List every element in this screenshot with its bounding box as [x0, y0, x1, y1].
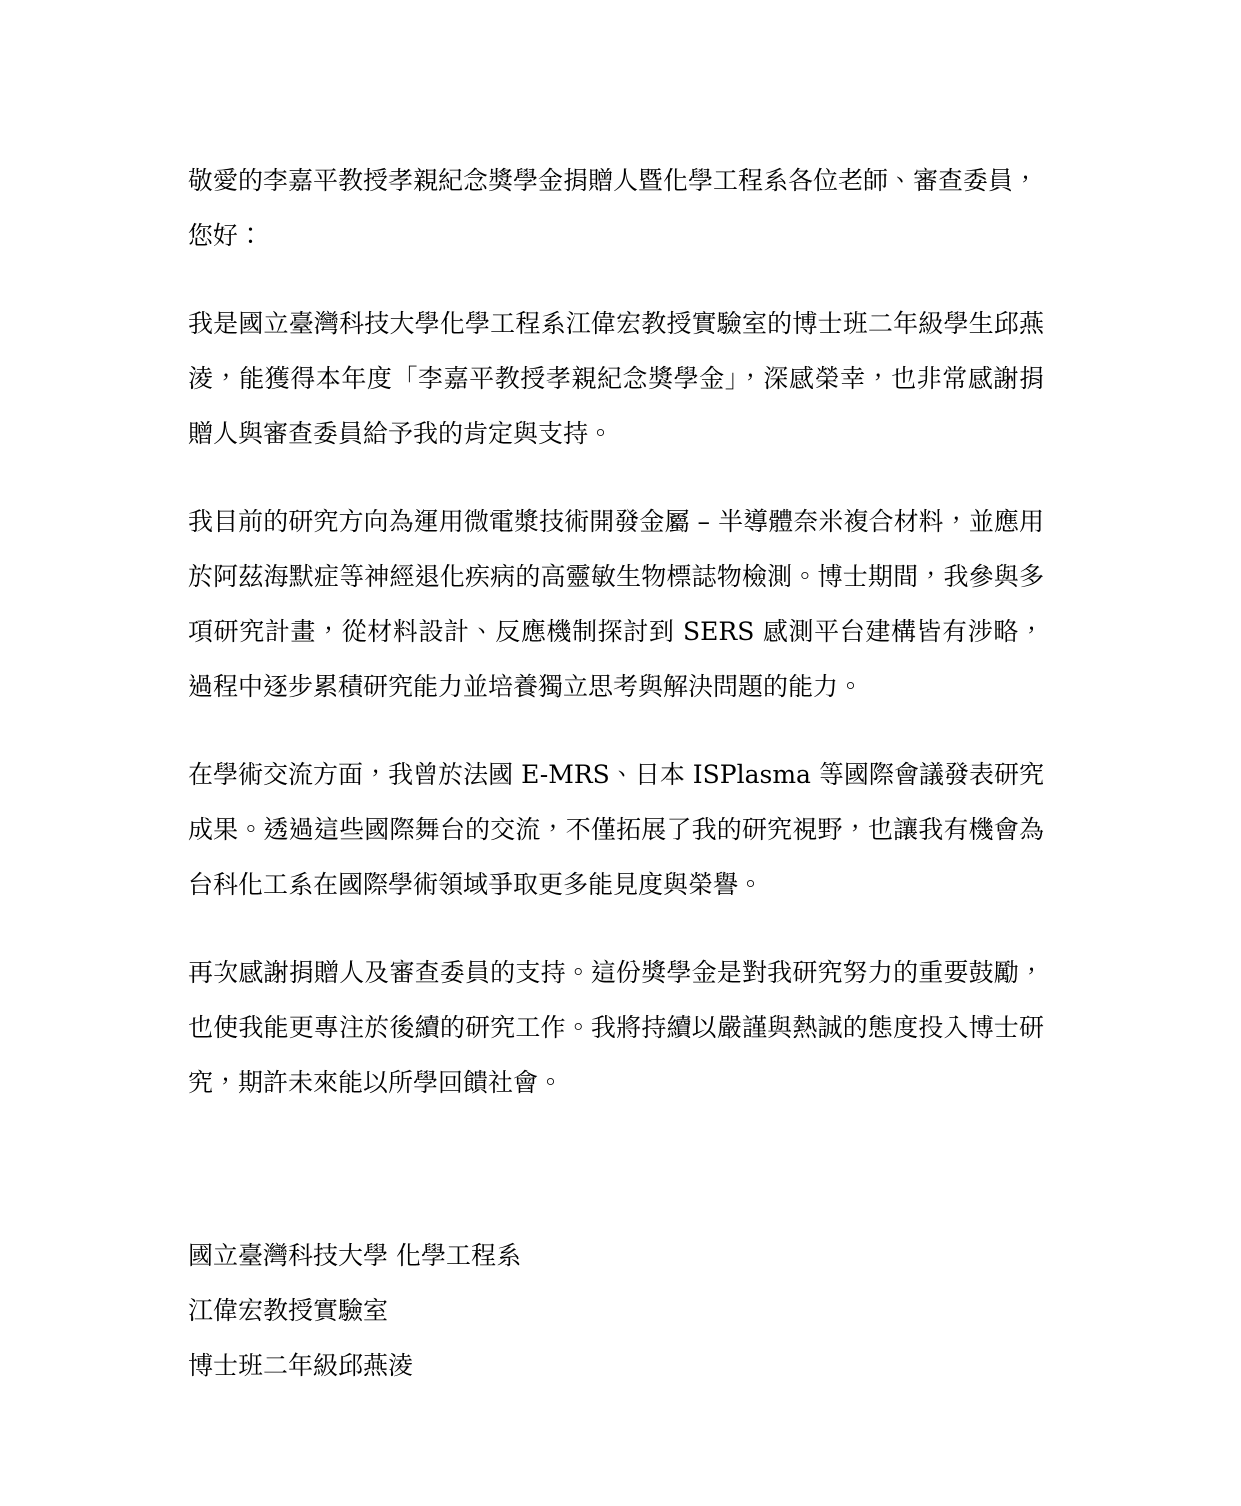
- signature-line-lab: 江偉宏教授實驗室: [188, 1296, 389, 1325]
- salutation-line-2: 您好：: [188, 221, 264, 250]
- letter-paragraph-conferences: 在學術交流方面，我曾於法國 E-MRS、日本 ISPlasma 等國際會議發表研究成果。透過這些國際舞台的交流，不僅拓展了我的研究視野，也讓我有機會為台科化工系在國際學術領域爭取更多能見度與榮譽。: [188, 760, 1044, 899]
- signature-block: [188, 1228, 1044, 1393]
- salutation-line-1: 敬愛的李嘉平教授孝親紀念獎學金捐贈人暨化學工程系各位老師、審查委員，: [188, 166, 1039, 195]
- signature-line-name: 博士班二年級邱燕淩: [188, 1351, 414, 1380]
- signature-line-affiliation: 國立臺灣科技大學 化學工程系: [188, 1241, 521, 1270]
- letter-paragraph-intro: 我是國立臺灣科技大學化學工程系江偉宏教授實驗室的博士班二年級學生邱燕淩，能獲得本年度「李嘉平教授孝親紀念獎學金」，深感榮幸，也非常感謝捐贈人與審查委員給予我的肯定與支持。: [188, 309, 1044, 448]
- letter-paragraph-research: 我目前的研究方向為運用微電漿技術開發金屬 – 半導體奈米複合材料，並應用於阿茲海默症等神經退化疾病的高靈敏生物標誌物檢測。博士期間，我參與多項研究計畫，從材料設計、反應機制探討到 SERS 感測平台建構皆有涉略，過程中逐步累積研究能力並培養獨立思考與解決問題的能力。: [188, 507, 1044, 701]
- letter-paragraph-closing: 再次感謝捐贈人及審查委員的支持。這份獎學金是對我研究努力的重要鼓勵，也使我能更專注於後續的研究工作。我將持續以嚴謹與熱誠的態度投入博士研究，期許未來能以所學回饋社會。: [188, 958, 1044, 1097]
